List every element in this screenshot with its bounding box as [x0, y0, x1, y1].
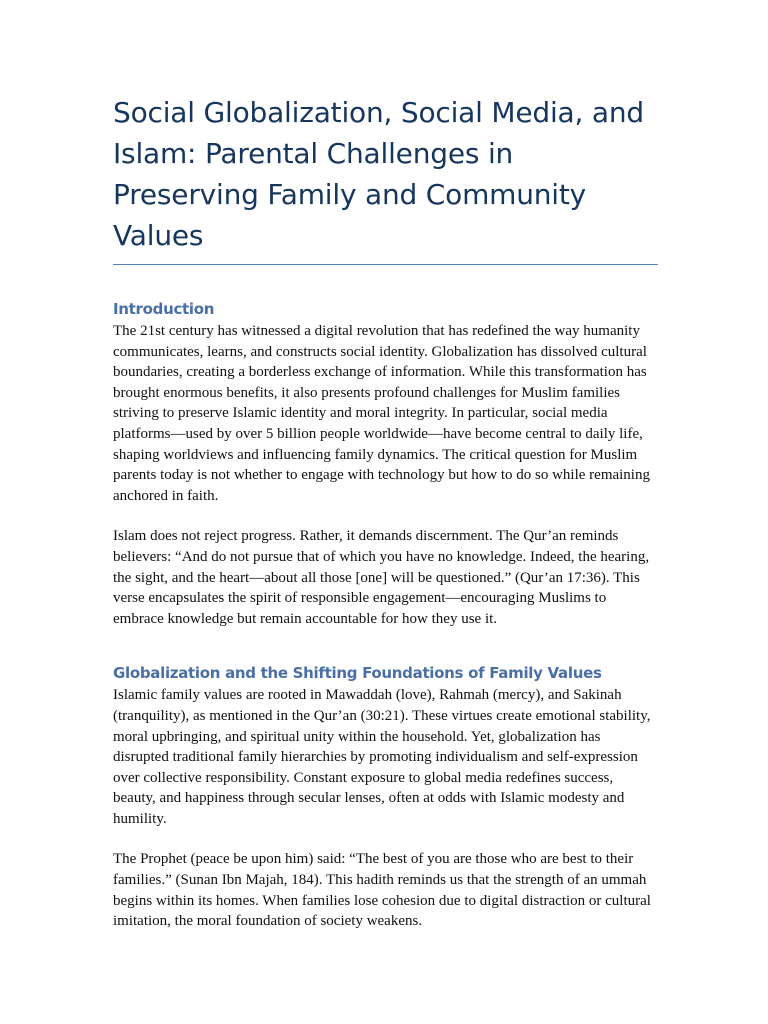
document-title: Social Globalization, Social Media, and Islam: Parental Challenges in Preserving Family and Community Values — [113, 92, 658, 265]
section-heading-introduction: Introduction — [113, 300, 215, 318]
section-heading-globalization: Globalization and the Shifting Foundations of Family Values — [113, 664, 602, 683]
introduction-paragraph-2: Islam does not reject progress. Rather, it demands discernment. The Qur’an reminds believers: “And do not pursue that of which you have no knowledge. Indeed, the hearing, the sight, and the heart—about all those [one] will be questioned.” (Qur’an 17:36). This verse encapsulates the spirit of responsible engagement—encouraging Muslims to embrace knowledge but remain accountable for how they use it. — [113, 528, 650, 627]
globalization-paragraph-1: Islamic family values are rooted in Mawaddah (love), Rahmah (mercy), and Sakinah (tranquility), as mentioned in the Qur’an (30:21). These virtues create emotional stability, moral upbringing, and spiritual unity within the household. Yet, globalization has disrupted traditional family hierarchies by promoting individualism and self-expression over collective responsibility. Constant exposure to global media redefines success, beauty, and happiness through secular lenses, often at odds with Islamic modesty and humility. — [113, 687, 651, 827]
globalization-paragraph-2: The Prophet (peace be upon him) said: “The best of you are those who are best to their families.” (Sunan Ibn Majah, 184). This hadith reminds us that the strength of an ummah begins within its homes. When families lose cohesion due to digital distraction or cultural imitation, the moral foundation of society weakens. — [113, 851, 651, 930]
document-page — [113, 92, 658, 932]
introduction-paragraph-1: The 21st century has witnessed a digital revolution that has redefined the way humanity communicates, learns, and constructs social identity. Globalization has dissolved cultural boundaries, creating a borderless exchange of information. While this transformation has brought enormous benefits, it also presents profound challenges for Muslim families striving to preserve Islamic identity and moral integrity. In particular, social media platforms—used by over 5 billion people worldwide—have become central to daily life, shaping worldviews and influencing family dynamics. The critical question for Muslim parents today is not whether to engage with technology but how to do so while remaining anchored in faith. — [113, 323, 650, 504]
